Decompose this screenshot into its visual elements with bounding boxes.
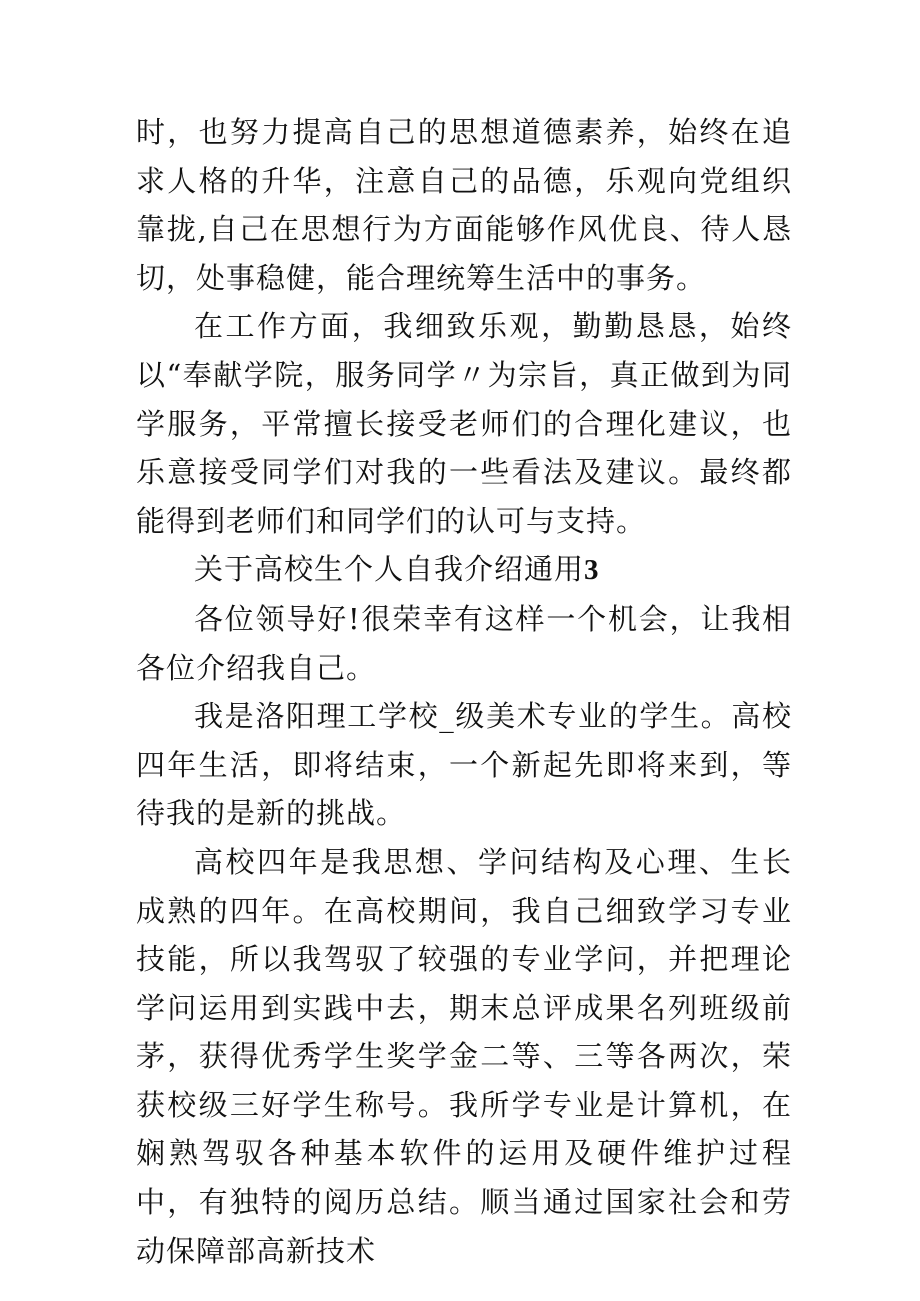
paragraph-1: 时，也努力提高自己的思想道德素养，始终在追求人格的升华，注意自己的品德，乐观向党组织靠拢,自己在思想行为方面能够作风优良、待人恳切，处事稳健，能合理统筹生活中的事务。 (136, 115, 792, 295)
section-heading-text: 关于高校生个人自我介绍通用 (194, 552, 585, 587)
paragraph-5: 高校四年是我思想、学问结构及心理、生长成熟的四年。在高校期间，我自己细致学习专业技能，所以我驾驭了较强的专业学问，并把理论学问运用到实践中去，期末总评成果名列班级前茅，获得优秀学生奖学金二等、三等各两次，荣获校级三好学生称号。我所学专业是计算机，在娴熟驾驭各种基本软件的运用及硬件维护过程中，有独特的阅历总结。顺当通过国家社会和劳动保障部高新技术 (136, 844, 792, 1268)
paragraph-2: 在工作方面，我细致乐观，勤勤恳恳，始终以“奉献学院，服务同学〃为宗旨，真正做到为同学服务，平常擅长接受老师们的合理化建议，也乐意接受同学们对我的一些看法及建议。最终都能得到老师们和同学们的认可与支持。 (136, 309, 792, 538)
section-heading-number: 3 (584, 554, 600, 587)
document-body (136, 108, 792, 1275)
paragraph-3: 各位领导好!很荣幸有这样一个机会，让我相各位介绍我自己。 (136, 601, 792, 685)
section-heading (136, 545, 792, 595)
paragraph-4: 我是洛阳理工学校_级美术专业的学生。高校四年生活，即将结束，一个新起先即将来到，等待我的是新的挑战。 (136, 699, 792, 831)
